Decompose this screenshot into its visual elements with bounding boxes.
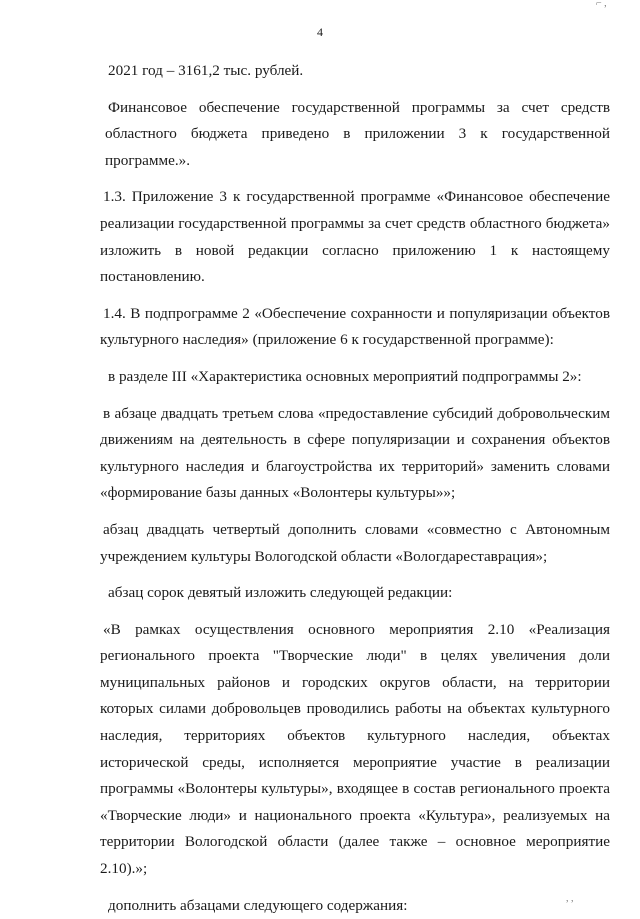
- paragraph-6: в абзаце двадцать третьем слова «предоставление субсидий добровольческим движениям на деятельность в сфере популяризации и сохранения объектов культурного наследия и благоустройства их территорий» заменить словами «формирование базы данных «Волонтеры культуры»»;: [100, 404, 610, 502]
- document-body: [100, 58, 610, 919]
- paragraph-9: «В рамках осуществления основного мероприятия 2.10 «Реализация регионального проекта "Творческие люди" в целях увеличения доли муниципальных районов и городских округов области, на территории которых силами добровольцев проводились работы на объектах культурного наследия, территориях объектов культурного наследия, объектах исторической среды, исполняется мероприятие участие в реализации программы «Волонтеры культуры», входящее в состав регионального проекта «Творческие люди» и национального проекта «Культура», реализуемых на территории Вологодской области (далее также – основное мероприятие 2.10).»;: [100, 620, 610, 878]
- paragraph-10: дополнить абзацами следующего содержания:: [108, 896, 408, 914]
- paragraph-4: 1.4. В подпрограмме 2 «Обеспечение сохранности и популяризации объектов культурного наследия» (приложение 6 к государственной программе):: [100, 304, 610, 349]
- paragraph-5: в разделе III «Характеристика основных мероприятий подпрограммы 2»:: [108, 367, 582, 385]
- paragraph-2: Финансовое обеспечение государственной программы за счет средств областного бюджета приведено в приложении 3 к государственной программе.».: [105, 98, 610, 169]
- paragraph-7: абзац двадцать четвертый дополнить словами «совместно с Автономным учреждением культуры Вологодской области «Вологдареставрация»;: [100, 520, 610, 565]
- corner-mark-top: ⌐ ,: [596, 0, 607, 9]
- paragraph-3: 1.3. Приложение 3 к государственной программе «Финансовое обеспечение реализации государственной программы за счет средств областного бюджета» изложить в новой редакции согласно приложению 1 к настоящему постановлению.: [100, 188, 610, 286]
- paragraph-1: 2021 год – 3161,2 тыс. рублей.: [108, 62, 304, 79]
- page-number: 4: [317, 25, 323, 39]
- paragraph-8: абзац сорок девятый изложить следующей редакции:: [108, 584, 453, 602]
- corner-mark-bottom: , ,: [566, 893, 574, 904]
